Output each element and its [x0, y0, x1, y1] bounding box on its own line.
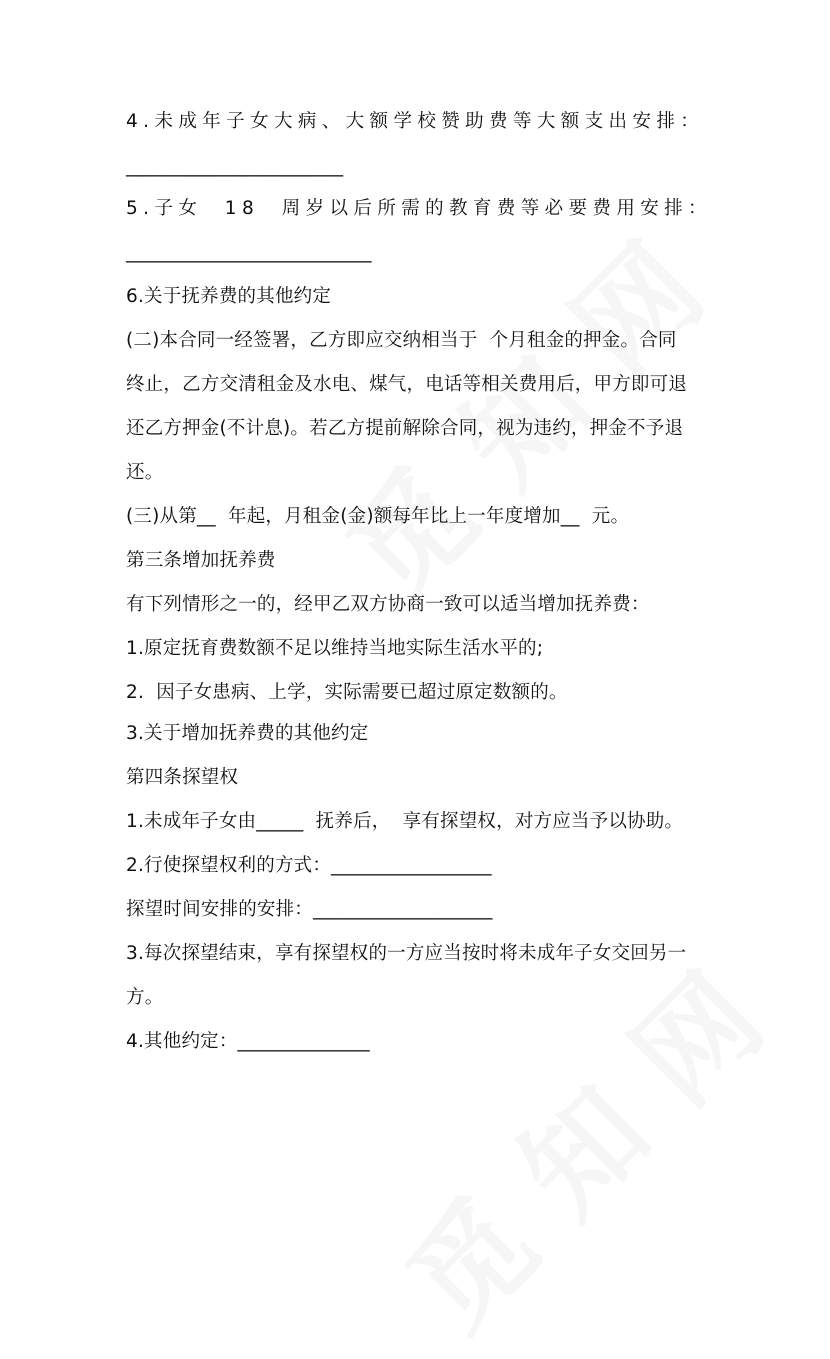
- article-3-item-2: 2. 因子女患病、上学，实际需要已超过原定数额的。: [126, 682, 568, 703]
- article-4-item-1: 1.未成年子女由_____ 抚养后， 享有探望权，对方应当予以协助。: [126, 811, 684, 832]
- blank-line-2: __________________________: [126, 242, 372, 263]
- paragraph-2-line-4: 还。: [126, 462, 164, 483]
- paragraph-2-line-2: 终止，乙方交清租金及水电、煤气，电话等相关费用后，甲方即可退: [126, 374, 688, 395]
- watermark-bottom: [364, 931, 793, 1359]
- section-5-heading: 5.子女 18 周岁以后所需的教育费等必要费用安排：: [126, 198, 712, 219]
- article-4-item-2: 2.行使探望权利的方式：_________________: [126, 855, 492, 876]
- article-4-item-3-line-2: 方。: [126, 987, 164, 1008]
- article-3-intro: 有下列情形之一的，经甲乙双方协商一致可以适当增加抚养费：: [126, 594, 650, 615]
- paragraph-2-line-1: (二)本合同一经签署，乙方即应交纳相当于 个月租金的押金。合同: [126, 330, 677, 351]
- article-3-item-3: 3.关于增加抚养费的其他约定: [126, 723, 369, 744]
- section-6-heading: 6.关于抚养费的其他约定: [126, 286, 332, 307]
- article-4-title: 第四条探望权: [126, 767, 239, 788]
- article-4-item-3-line-1: 3.每次探望结束，享有探望权的一方应当按时将未成年子女交回另一: [126, 943, 687, 964]
- paragraph-2-line-3: 还乙方押金(不计息)。若乙方提前解除合同，视为违约，押金不予退: [126, 418, 684, 439]
- blank-line-1: _______________________: [126, 156, 344, 177]
- section-4-heading: 4.未成年子女大病、大额学校赞助费等大额支出安排：: [126, 111, 705, 132]
- article-4-item-4: 4.其他约定：______________: [126, 1031, 370, 1052]
- article-3-item-1: 1.原定抚育费数额不足以维持当地实际生活水平的;: [126, 638, 544, 659]
- visit-schedule: 探望时间安排的安排：___________________: [126, 899, 493, 920]
- article-3-title: 第三条增加抚养费: [126, 550, 276, 571]
- paragraph-3: (三)从第__ 年起，月租金(金)额每年比上一年度增加__ 元。: [126, 506, 630, 527]
